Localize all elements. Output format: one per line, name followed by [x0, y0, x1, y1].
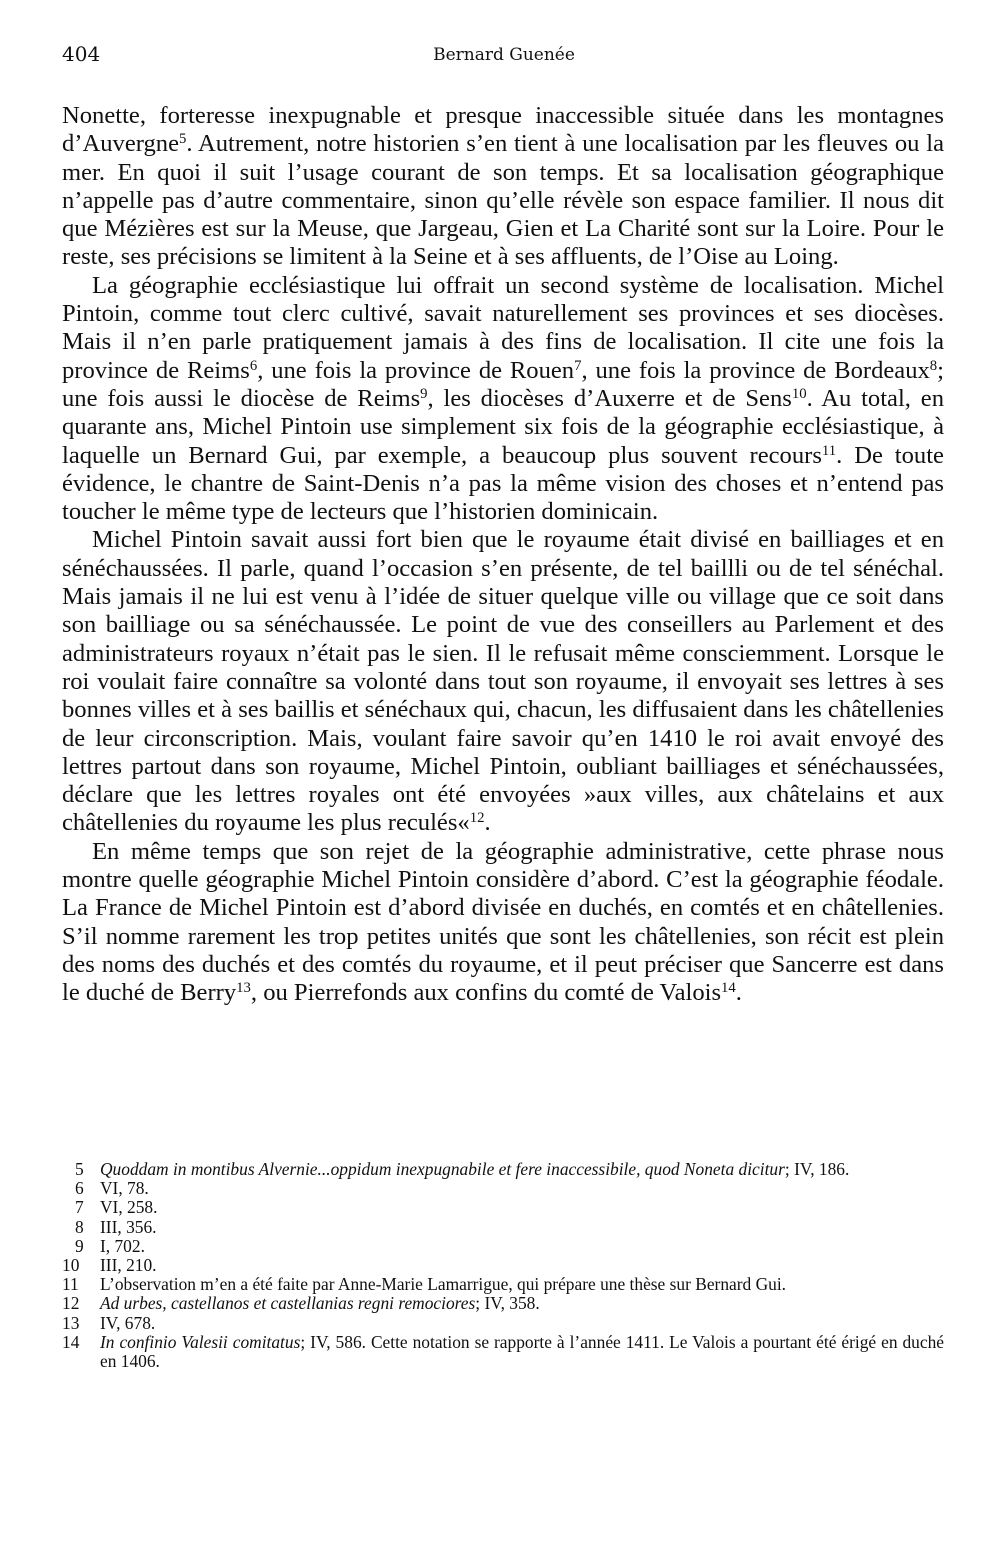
footnotes [62, 1160, 944, 1371]
footnote-number: 11 [62, 1274, 79, 1295]
footnote: 10 III, 210. [62, 1255, 157, 1276]
page-header [62, 42, 946, 72]
footnote-number: 7 [75, 1197, 84, 1218]
footnote-number: 13 [62, 1312, 80, 1333]
footnote: 9 I, 702. [75, 1235, 145, 1256]
paragraph-3: Michel Pintoin savait aussi fort bien que le royaume était divisé en bailliages et en sénéchaussées. Il parle, quand l’occasion s’en présente, de tel baillli ou de tel sénéchal. Mais jamais il ne lui est venu à l’idée de situer quelque ville ou village que ce soit dans son bailliage ou sa sénéchaussée. Le point de vue des conseillers au Parlement et des administrateurs royaux n’était pas le sien. Il le refusait même consciemment. Lorsque le roi voulait faire connaître sa volonté dans tout son royaume, il envoyait ses lettres à ses bonnes villes et à ses baillis et sénéchaux qui, chacun, les diffusaient dans les châtellenies de leur circonscription. Mais, voulant faire savoir qu’en 1410 le roi avait envoyé des lettres partout dans son royaume, Michel Pintoin, oubliant bailliages et sénéchaussées, déclare que les lettres royales ont été envoyées »aux villes, aux châtelains et aux châtellenies du royaume les plus reculés«$^{12}$. [62, 526, 944, 837]
page-number: 404 [62, 42, 101, 66]
footnote-number: 14 [62, 1331, 80, 1352]
footnote-ref-12[interactable]: 12 [469, 810, 485, 827]
footnote-ref-9[interactable]: 9 [420, 385, 428, 402]
footnote: 5 Quoddam in montibus Alvernie...oppidum inexpugnabile et fere inaccessibile, quod Noneta dicitur; IV, 186. [75, 1159, 850, 1179]
body-text [62, 102, 944, 1008]
footnote-ref-14[interactable]: 14 [721, 980, 736, 997]
footnote-number: 10 [62, 1255, 80, 1276]
footnote: 12 Ad urbes, castellanos et castellanias regni remociores; IV, 358. [62, 1293, 540, 1314]
footnote-ref-13[interactable]: 13 [236, 980, 251, 997]
footnote: 11 L’observation m’en a été faite par Anne-Marie Lamarrigue, qui prépare une thèse sur Bernard Gui. [62, 1274, 787, 1295]
footnote-number: 9 [75, 1235, 84, 1256]
footnote-number: 6 [75, 1178, 84, 1199]
footnote-number: 5 [75, 1159, 84, 1179]
footnote-number: 8 [75, 1216, 84, 1237]
footnote-ref-8[interactable]: 8 [929, 357, 938, 374]
footnote: 14 In confinio Valesii comitatus; IV, 586. Cette notation se rapporte à l’année 1411. Le Valois a pourtant été érigé en duché en 1406. [62, 1331, 944, 1372]
footnote: 7 VI, 258. [75, 1197, 158, 1218]
paragraph-1: Nonette, forteresse inexpugnable et presque inaccessible située dans les montagnes d’Auvergne$^5$. Autrement, notre historien s’en tient à une localisation par les fleuves ou la mer. En quoi il suit l’usage courant de son temps. Et sa localisation géographique n’appelle pas d’autre commentaire, sinon qu’elle révèle son espace familier. Il nous dit que Mézières est sur la Meuse, que Jargeau, Gien et La Charité sont sur la Loire. Pour le reste, ses précisions se limitent à la Seine et à ses affluents, de l’Oise au Loing. [62, 102, 944, 271]
footnote-ref-6[interactable]: 6 [249, 357, 258, 374]
footnote: 6 VI, 78. [75, 1178, 149, 1199]
footnote-ref-11[interactable]: 11 [821, 442, 837, 459]
footnote: 13 IV, 678. [62, 1312, 156, 1333]
paragraph-2: La géographie ecclésiastique lui offrait un second système de localisation. Michel Pintoin, comme tout clerc cultivé, savait naturellement ses provinces et ses diocèses. Mais il n’en parle pratiquement jamais à des fins de localisation. Il cite une fois la province de Reims$^6$, une fois la province de Rouen$^7$, une fois la province de Bordeaux$^8$; une fois aussi le diocèse de Reims$^9$, les diocèses d’Auxerre et de Sens$^{10}$. Au total, en quarante ans, Michel Pintoin use simplement six fois de la géographie ecclésiastique, à laquelle un Bernard Gui, par exemple, a beaucoup plus souvent recours$^{11}$. De toute évidence, le chantre de Saint-Denis n’a pas la même vision des choses et n’entend pas toucher le même type de lecteurs que l’historien dominicain. [62, 271, 945, 526]
running-head: Bernard Guenée [433, 45, 575, 65]
footnote-ref-10[interactable]: 10 [791, 385, 807, 402]
footnote-ref-7[interactable]: 7 [574, 357, 582, 374]
paragraph-4: En même temps que son rejet de la géographie administrative, cette phrase nous montre quelle géographie Michel Pintoin considère d’abord. C’est la géographie féodale. La France de Michel Pintoin est d’abord divisée en duchés, en comtés et en châtellenies. S’il nomme rarement les trop petites unités que sont les châtellenies, son récit est plein des noms des duchés et des comtés du royaume, et il peut préciser que Sancerre est dans le duché de Berry$^{13}$, ou Pierrefonds aux confins du comté de Valois$^{14}$. [62, 837, 944, 1007]
footnote-number: 12 [62, 1293, 80, 1314]
footnote: 8 III, 356. [75, 1216, 157, 1237]
footnote-ref-5[interactable]: 5 [179, 131, 187, 148]
